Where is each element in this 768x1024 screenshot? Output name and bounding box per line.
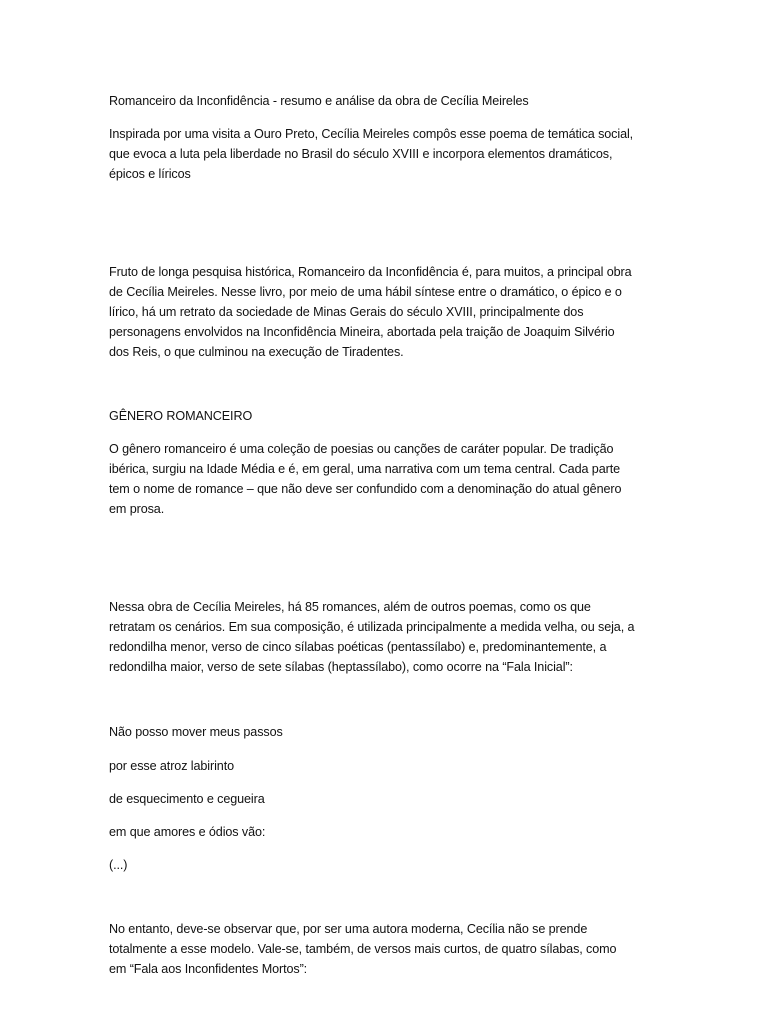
- paragraph-line: Fruto de longa pesquisa histórica, Romanceiro da Inconfidência é, para muitos, a principal obra: [109, 265, 632, 279]
- section-heading: GÊNERO ROMANCEIRO: [109, 409, 253, 423]
- paragraph-line: dos Reis, o que culminou na execução de Tiradentes.: [109, 345, 404, 359]
- paragraph-history: [109, 262, 669, 362]
- paragraph-line: lírico, há um retrato da sociedade de Minas Gerais do século XVIII, principalmente dos: [109, 305, 584, 319]
- paragraph-line: de Cecília Meireles. Nesse livro, por meio de uma hábil síntese entre o dramático, o épico e o: [109, 285, 622, 299]
- paragraph-line: tem o nome de romance – que não deve ser confundido com a denominação do atual gênero: [109, 482, 622, 496]
- intro-paragraph: [109, 124, 669, 184]
- paragraph-line: ibérica, surgiu na Idade Média e é, em geral, uma narrativa com um tema central. Cada parte: [109, 462, 621, 476]
- paragraph-modern: [109, 919, 669, 979]
- paragraph-line: Inspirada por uma visita a Ouro Preto, Cecília Meireles compôs esse poema de temática social,: [109, 127, 634, 141]
- poem-line: em que amores e ódios vão:: [109, 825, 266, 839]
- paragraph-line: personagens envolvidos na Inconfidência Mineira, abortada pela traição de Joaquim Silvério: [109, 325, 615, 339]
- paragraph-genre: [109, 439, 669, 519]
- paragraph-line: Nessa obra de Cecília Meireles, há 85 romances, além de outros poemas, como os que: [109, 600, 591, 614]
- paragraph-line: em prosa.: [109, 502, 165, 516]
- paragraph-line: épicos e líricos: [109, 167, 191, 181]
- paragraph-line: em “Fala aos Inconfidentes Mortos”:: [109, 962, 308, 976]
- paragraph-line: redondilha menor, verso de cinco sílabas poéticas (pentassílabo) e, predominantemente, a: [109, 640, 607, 654]
- paragraph-line: que evoca a luta pela liberdade no Brasil do século XVIII e incorpora elementos dramáticos,: [109, 147, 613, 161]
- paragraph-line: totalmente a esse modelo. Vale-se, também, de versos mais curtos, de quatro sílabas, como: [109, 942, 617, 956]
- document-title: Romanceiro da Inconfidência - resumo e análise da obra de Cecília Meireles: [109, 94, 529, 108]
- poem-line: Não posso mover meus passos: [109, 725, 283, 739]
- poem-line: (...): [109, 858, 128, 872]
- paragraph-composition: [109, 597, 669, 677]
- poem-line: de esquecimento e cegueira: [109, 792, 265, 806]
- paragraph-line: No entanto, deve-se observar que, por ser uma autora moderna, Cecília não se prende: [109, 922, 588, 936]
- paragraph-line: retratam os cenários. Em sua composição, é utilizada principalmente a medida velha, ou seja, a: [109, 620, 635, 634]
- paragraph-line: redondilha maior, verso de sete sílabas (heptassílabo), como ocorre na “Fala Inicial”:: [109, 660, 573, 674]
- poem-line: por esse atroz labirinto: [109, 759, 235, 773]
- paragraph-line: O gênero romanceiro é uma coleção de poesias ou canções de caráter popular. De tradição: [109, 442, 614, 456]
